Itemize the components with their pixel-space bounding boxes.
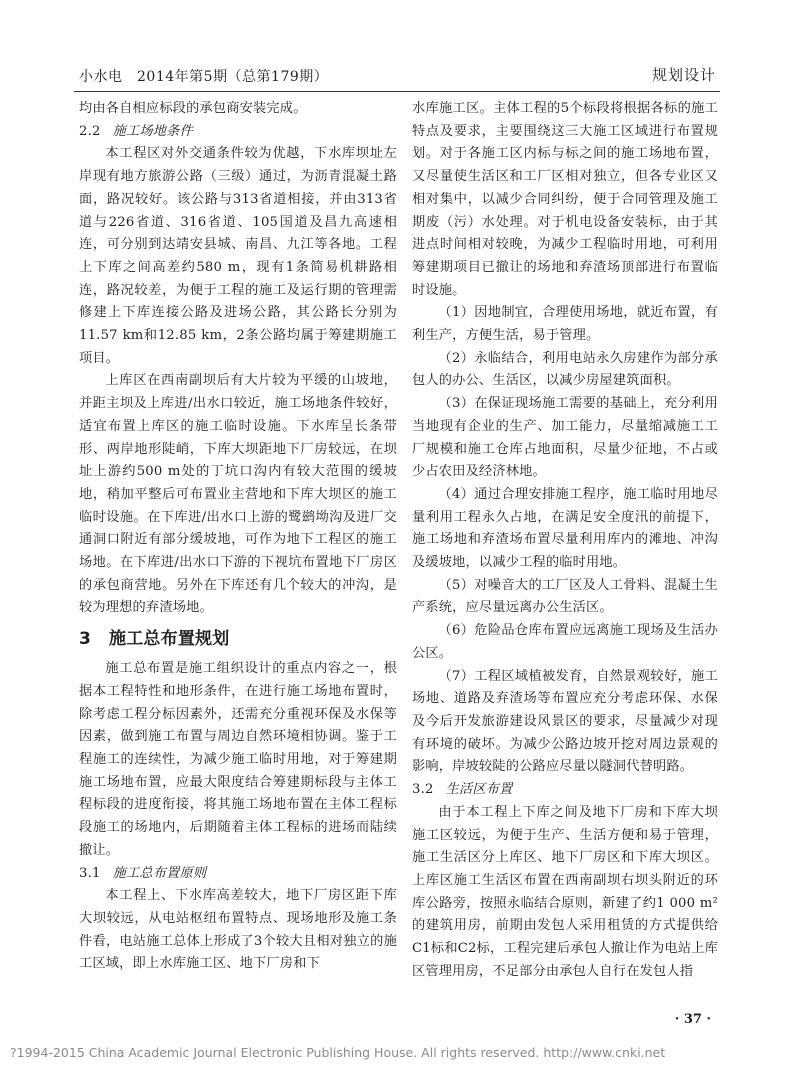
subsection-heading-3-1: [79, 863, 397, 886]
subsection-title: 生活区布置: [445, 782, 513, 798]
paragraph: 上库区在西南副坝后有大片较为平缓的山坡地，并距主坝及上库进/出水口较近，施工场地条件较好，适宜布置上库区的施工临时设施。下水库呈长条带形、两岸地形陡峭，下库大坝距地下厂房较远，在坝址上游约500 m处的丁坑口沟内有较大范围的缓坡地，稍加平整后可布置业主营地和下库大坝区的施工临时设施。在下库进/出水口上游的鹭鹚坳沟及进厂交通洞口附近有部分缓坡地，可作为地下工程区的施工场地。在下库进/出水口下游的下视坑布置地下厂房区的承包商营地。另外在下库还有几个较大的冲沟，是较为理想的弃渣场地。: [79, 373, 397, 616]
subsection-title: 施工总布置原则: [112, 865, 207, 881]
list-item: （1）因地制宜，合理使用场地，就近布置，有利生产，方便生活，易于管理。: [412, 305, 718, 344]
paragraph: 施工总布置是施工组织设计的重点内容之一，根据本工程特性和地形条件，在进行施工场地布置时，除考虑工程分标因素外，还需充分重视环保及水保等因素，做到施工布置与周边自然环境相协调。鉴于工程施工的连续性，为减少施工临时用地，对于筹建期施工场地布置，应最大限度结合筹建期标段与主体工程标段的进度衔接，将其施工场地布置在主体工程标段施工的场地内，后期随着主体工程标的进场而陆续撤让。: [79, 661, 397, 858]
journal-header: 小水电 2014年第5期（总第179期）: [79, 69, 329, 85]
list-item: （3）在保证现场施工需要的基础上，充分利用当地现有企业的生产、加工能力，尽量缩减施工工厂规模和施工仓库占地面积，尽量少征地，不占或少占农田及经济林地。: [412, 396, 718, 480]
subsection-number: 2.2: [79, 123, 101, 139]
subsection-title: 施工场地条件: [112, 123, 193, 139]
list-item: （7）工程区域植被发育，自然景观较好，施工场地、道路及弃渣场等布置应充分考虑环保、水保及今后开发旅游建设风景区的要求，尽量减少对现有环境的破坏。为减少公路边坡开挖对周边景观的影响，岸坡较陡的公路应尽量以隧洞代替明路。: [412, 668, 718, 775]
paragraph: 本工程上、下水库高差较大，地下厂房区距下库大坝较远，从电站枢纽布置特点、现场地形及施工条件看，电站施工总体上形成了3个较大且相对独立的施工区域，即上水库施工区、地下厂房和下: [79, 888, 397, 972]
subsection-heading-3-2: [412, 779, 718, 802]
paragraph: 本工程区对外交通条件较为优越，下水库坝址左岸现有地方旅游公路（三级）通过，为沥青混凝土路面，路况较好。该公路与313省道相接，并由313省道与226省道、316省道、105国道及昌九高速相连，可分别到达靖安县城、南昌、九江等各地。工程上下库之间高差约580 m，现有1条简易机耕路相连，路况较差，为便于工程的施工及运行期的管理需修建上下库连接公路及进场公路，其公路长分别为11.57 km和12.85 km，2条公路均属于筹建期施工项目。: [79, 146, 397, 366]
subsection-number: 3.1: [79, 865, 101, 881]
list-item: （6）危险品仓库布置应远离施工现场及生活办公区。: [412, 623, 718, 661]
list-item: （5）对噪音大的工厂区及人工骨料、混凝土生产系统，应尽量远离办公生活区。: [412, 577, 718, 616]
left-column: [79, 98, 397, 976]
subsection-number: 3.2: [412, 782, 434, 798]
page-number: · 37 ·: [674, 1012, 711, 1027]
paragraph: 水库施工区。主体工程的5个标段将根据各标的施工特点及要求，主要围绕这三大施工区域进行布置规划。对于各施工区内标与标之间的施工场地布置，又尽量使生活区和工厂区相对独立，但各专业区又相对集中，以减少合同纠纷，便于合同管理及施工期废（污）水处理。对于机电设备安装标，由于其进点时间相对较晚，为减少工程临时用地，可利用筹建期项目已撤让的场地和弃渣场顶部进行布置临时设施。: [412, 101, 718, 298]
list-item: （4）通过合理安排施工程序，施工临时用地尽量利用工程永久占地，在满足安全度汛的前提下，施工场地和弃渣场布置尽量利用库内的滩地、冲沟及缓坡地，以减少工程的临时用地。: [412, 486, 718, 571]
section-title: 施工总布置规划: [109, 629, 230, 650]
copyright-footer: ?1994-2015 China Academic Journal Electronic Publishing House. All rights reserved. http://www.cnki.net: [10, 1045, 666, 1060]
paragraph: 由于本工程上下库之间及地下厂房和下库大坝施工区较远，为便于生产、生活方便和易于管理，施工生活区分上库区、地下厂房区和下库大坝区。上库区施工生活区布置在西南副坝右坝头附近的环库公路旁，按照永临结合原则，新建了约1 000 m² 的建筑用房，前期由发包人采用租赁的方式提供给C1标和C2标，工程完建后承包人撤让作为电站上库区管理用房，不足部分由承包人自行在发包人指: [412, 804, 718, 979]
section-header: 规划设计: [651, 66, 716, 84]
subsection-heading-2-2: [79, 121, 397, 144]
right-column: [412, 98, 718, 983]
header-divider: [74, 91, 720, 92]
section-number: 3: [79, 629, 92, 650]
section-heading-3: [79, 624, 397, 654]
list-item: （2）永临结合，利用电站永久房建作为部分承包人的办公、生活区，以减少房屋建筑面积。: [412, 350, 718, 389]
paragraph: 均由各自相应标段的承包商安装完成。: [79, 101, 307, 116]
